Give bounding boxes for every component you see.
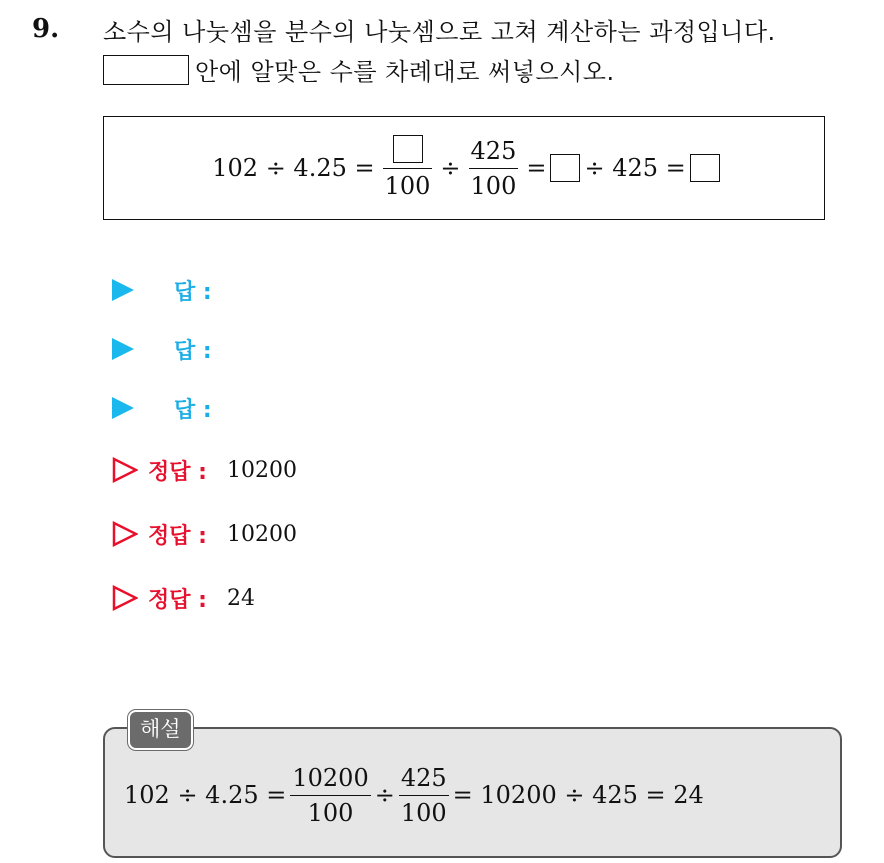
solution-rest: = 10200 ÷ 425 = 24: [452, 781, 704, 809]
solution-fraction-2: [399, 763, 449, 828]
problem-fraction-1-denominator: 100: [384, 172, 431, 200]
solution-tag: 해설: [128, 710, 193, 750]
solution-fraction-2-numerator: 425: [400, 763, 447, 792]
answer-row-1[interactable]: [112, 270, 212, 310]
question-text: [103, 12, 776, 92]
outline-arrow-icon: [112, 457, 138, 483]
solution-fraction-1-denominator: 100: [307, 798, 354, 827]
solution-lhs: 102 ÷ 4.25 =: [124, 781, 287, 809]
outline-arrow-icon: [112, 585, 138, 611]
play-arrow-icon: [112, 338, 134, 360]
correct-row-3: [112, 578, 255, 618]
answer-label: 답 :: [174, 338, 212, 364]
problem-equation: [104, 117, 824, 219]
solution-equation: [124, 760, 704, 830]
play-arrow-icon: [112, 397, 134, 419]
answer-row-2[interactable]: [112, 329, 212, 369]
correct-label: 정답 :: [148, 523, 207, 549]
answer-label: 답 :: [174, 279, 212, 305]
blank-input-2[interactable]: [550, 154, 580, 182]
problem-fraction-2: [469, 136, 519, 201]
answer-row-3[interactable]: [112, 388, 212, 428]
solution-op-1: ÷: [374, 781, 395, 809]
solution-fraction-1: [290, 763, 370, 828]
correct-row-2: [112, 514, 297, 554]
problem-lhs: 102 ÷ 4.25 =: [212, 154, 375, 182]
solution-fraction-1-numerator: 10200: [292, 763, 369, 792]
correct-label: 정답 :: [148, 459, 207, 485]
blank-box-icon: [103, 55, 189, 85]
problem-fraction-2-numerator: 425: [470, 136, 517, 165]
play-arrow-icon: [112, 279, 134, 301]
solution-fraction-2-denominator: 100: [400, 798, 447, 827]
question-line-2-text: 안에 알맞은 수를 차례대로 써넣으시오.: [195, 58, 615, 86]
answer-label: 답 :: [174, 397, 212, 423]
outline-arrow-icon: [112, 521, 138, 547]
correct-label: 정답 :: [148, 587, 207, 613]
problem-fraction-2-denominator: 100: [470, 171, 517, 200]
question-line-1: 소수의 나눗셈을 분수의 나눗셈으로 고쳐 계산하는 과정입니다.: [103, 18, 776, 46]
question-line-2: [103, 52, 776, 92]
correct-row-1: [112, 450, 297, 490]
correct-value-2: 10200: [226, 521, 297, 547]
problem-box: [103, 116, 825, 220]
question-number: 9.: [32, 14, 60, 44]
correct-value-1: 10200: [226, 457, 297, 483]
problem-op-2: ÷ 425 =: [584, 154, 686, 182]
problem-eq-2: =: [526, 154, 547, 182]
blank-input-1[interactable]: [393, 135, 423, 163]
problem-fraction-1: [383, 135, 433, 201]
problem-op-1: ÷: [440, 154, 461, 182]
correct-value-3: 24: [226, 585, 255, 611]
blank-input-3[interactable]: [690, 154, 720, 182]
